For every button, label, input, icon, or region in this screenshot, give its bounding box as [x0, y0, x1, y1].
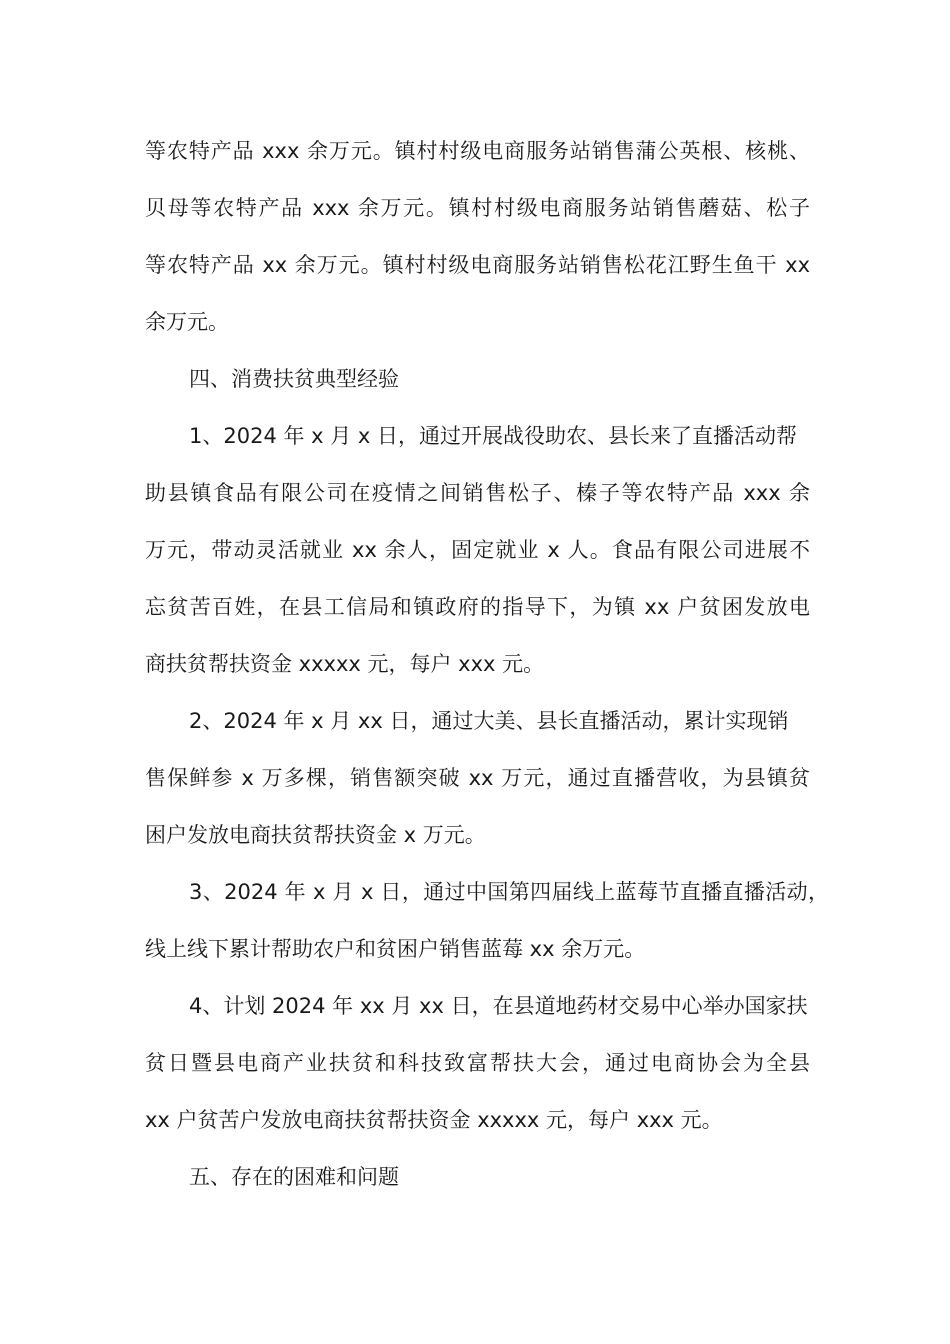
paragraph-line: 困户发放电商扶贫帮扶资金 x 万元。: [145, 823, 486, 847]
paragraph-line: 2、2024 年 x 月 xx 日，通过大美、县长直播活动，累计实现销: [189, 709, 789, 733]
paragraph-line: 等农特产品 xxx 余万元。镇村村级电商服务站销售蒲公英根、核桃、: [145, 139, 810, 163]
paragraph-line: 贝母等农特产品 xxx 余万元。镇村村级电商服务站销售蘑菇、松子: [145, 196, 810, 220]
paragraph-line: xx 户贫苦户发放电商扶贫帮扶资金 xxxxx 元，每户 xxx 元。: [145, 1108, 723, 1132]
paragraph-line: 贫日暨县电商产业扶贫和科技致富帮扶大会，通过电商协会为全县: [145, 1051, 810, 1075]
paragraph-line: 3、2024 年 x 月 x 日，通过中国第四届线上蓝莓节直播直播活动，: [189, 880, 829, 904]
paragraph-line: 万元，带动灵活就业 xx 余人，固定就业 x 人。食品有限公司进展不: [145, 538, 810, 562]
paragraph-line: 线上线下累计帮助农户和贫困户销售蓝莓 xx 余万元。: [145, 937, 646, 961]
paragraph-line: 1、2024 年 x 月 x 日，通过开展战役助农、县长来了直播活动帮: [189, 424, 798, 448]
section-heading: 四、消费扶贫典型经验: [189, 367, 399, 391]
paragraph-line: 余万元。: [145, 310, 229, 334]
paragraph-line: 4、计划 2024 年 xx 月 xx 日，在县道地药材交易中心举办国家扶: [189, 994, 808, 1018]
paragraph-line: 售保鲜参 x 万多棵，销售额突破 xx 万元，通过直播营收，为县镇贫: [145, 766, 810, 790]
paragraph-line: 商扶贫帮扶资金 xxxxx 元，每户 xxx 元。: [145, 652, 545, 676]
paragraph-line: 等农特产品 xx 余万元。镇村村级电商服务站销售松花江野生鱼干 xx: [145, 253, 810, 277]
paragraph-line: 忘贫苦百姓，在县工信局和镇政府的指导下，为镇 xx 户贫困发放电: [145, 595, 810, 619]
section-heading: 五、存在的困难和问题: [189, 1165, 399, 1189]
paragraph-line: 助县镇食品有限公司在疫情之间销售松子、榛子等农特产品 xxx 余: [145, 481, 810, 505]
